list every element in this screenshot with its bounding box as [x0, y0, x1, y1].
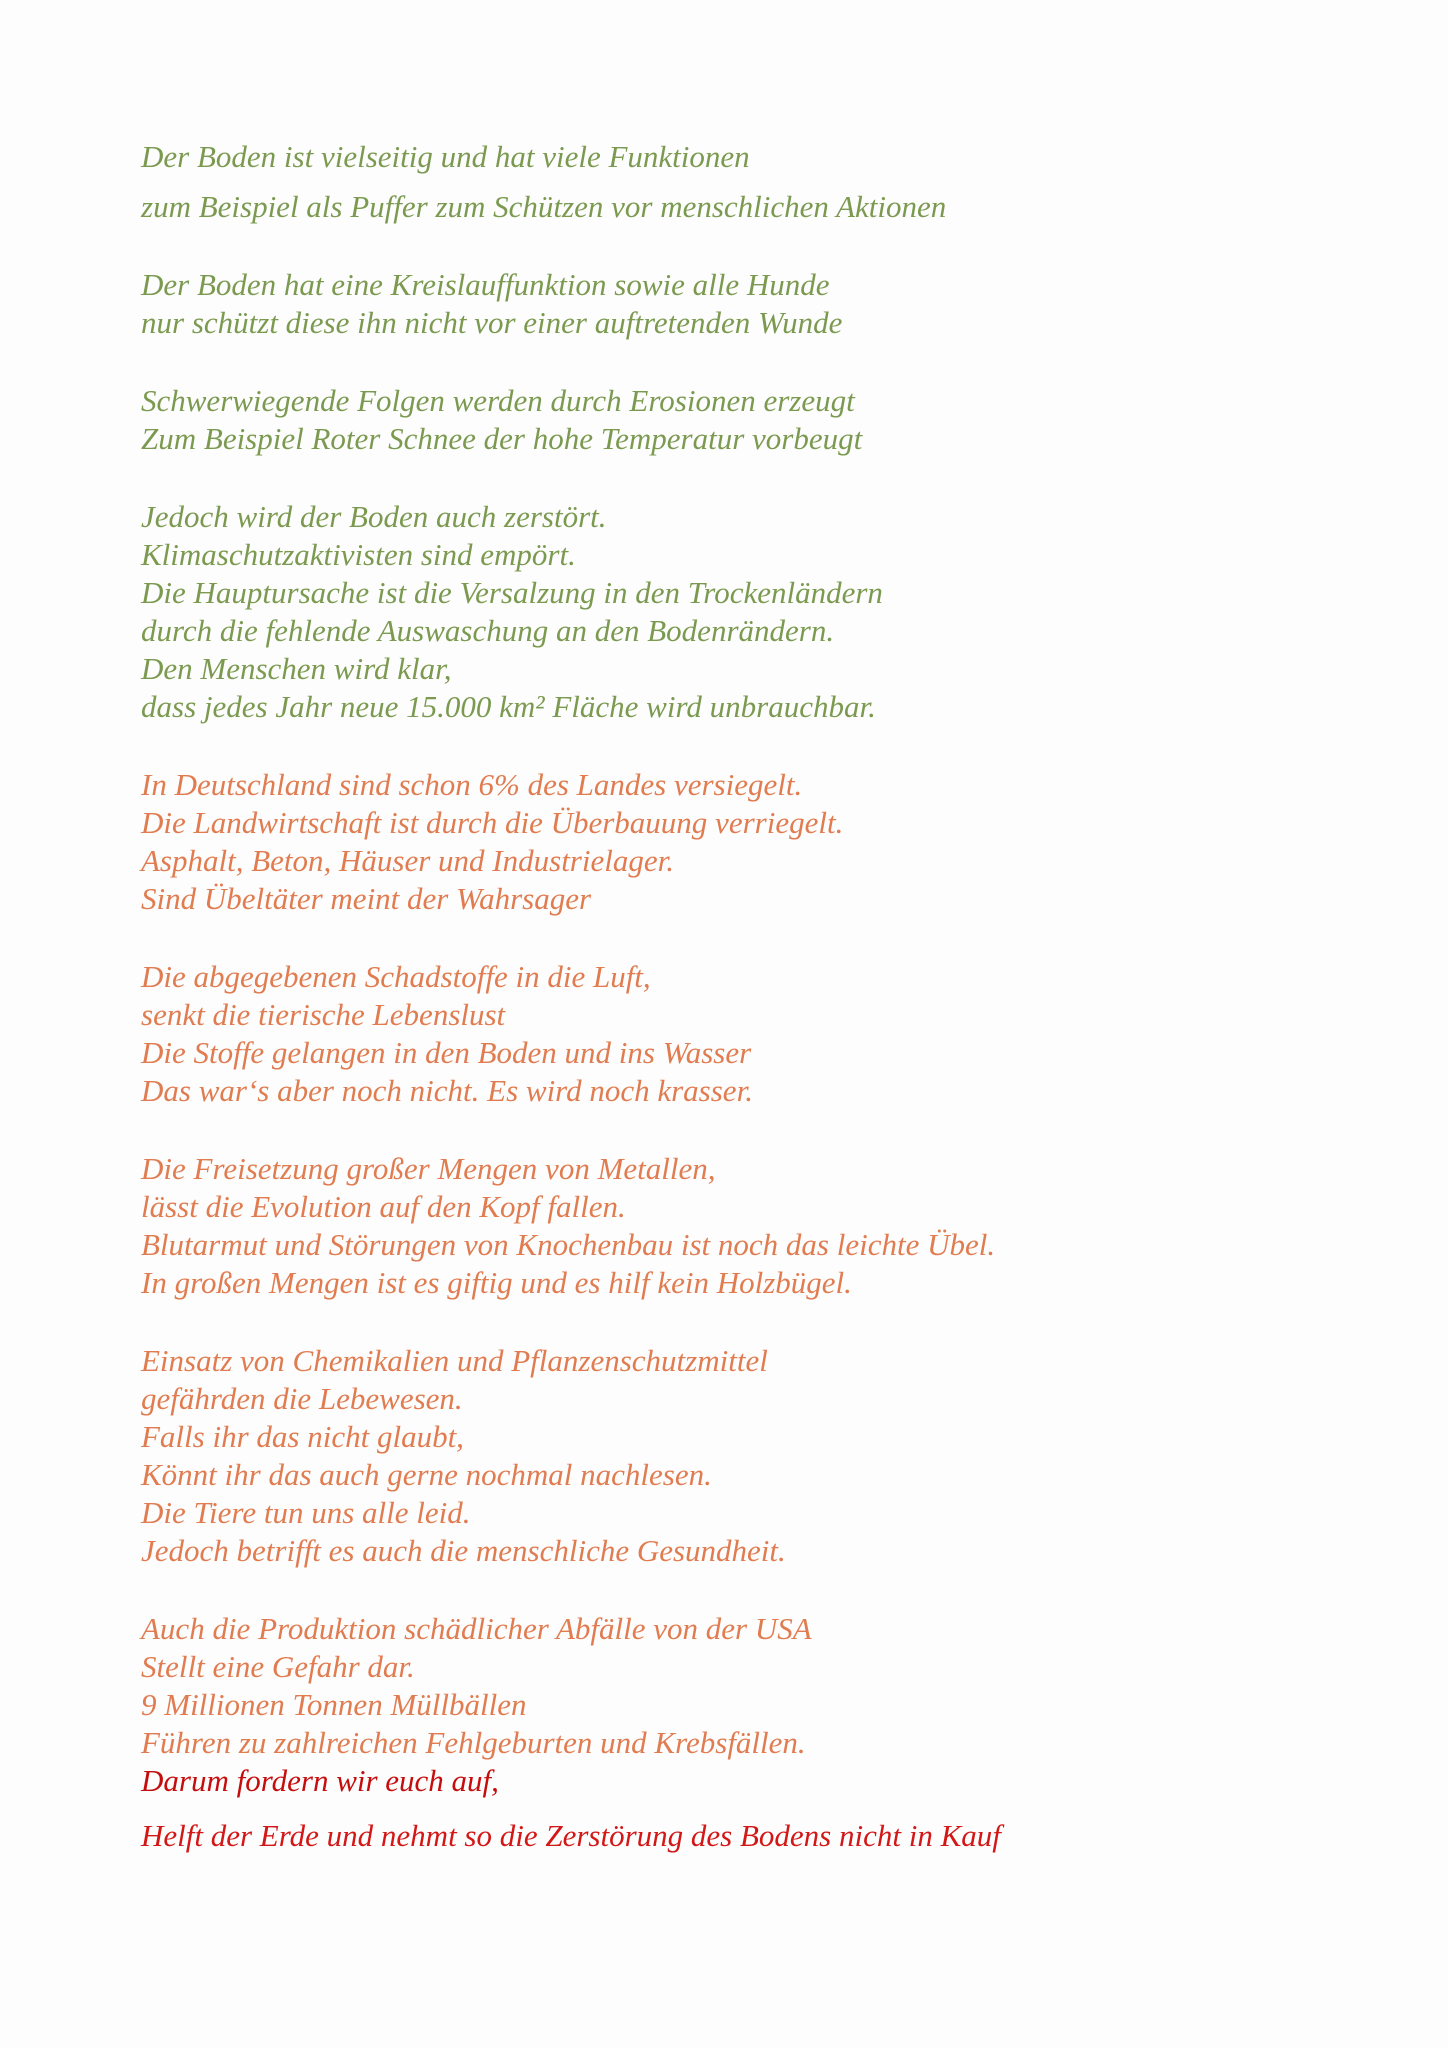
stanza [141, 1342, 1341, 1570]
poem-line: Die abgegebenen Schadstoffe in die Luft, [141, 959, 651, 994]
poem-line: Blutarmut und Störungen von Knochenbau ist noch das leichte Übel. [141, 1227, 996, 1262]
poem-line: Die Hauptursache ist die Versalzung in den Trockenländern [141, 575, 883, 610]
poem-line: Auch die Produktion schädlicher Abfälle von der USA [141, 1611, 812, 1646]
poem-line: lässt die Evolution auf den Kopf fallen. [141, 1189, 626, 1224]
poem-line: Zum Beispiel Roter Schnee der hohe Temperatur vorbeugt [141, 421, 863, 456]
poem-line: Die Freisetzung großer Mengen von Metallen, [141, 1151, 716, 1186]
stanza [141, 1610, 1341, 1800]
stanza [141, 958, 1341, 1110]
stanza [141, 266, 1341, 342]
stanza [141, 498, 1341, 726]
poem-line: senkt die tierische Lebenslust [141, 997, 506, 1032]
poem-line: Klimaschutzaktivisten sind empört. [141, 537, 576, 572]
poem-line: Schwerwiegende Folgen werden durch Erosionen erzeugt [141, 383, 855, 418]
poem-line: Asphalt, Beton, Häuser und Industrielager. [141, 843, 674, 878]
poem-line: Darum fordern wir euch auf, [141, 1763, 499, 1798]
poem-line: Die Stoffe gelangen in den Boden und ins Wasser [141, 1035, 752, 1070]
poem-line: 9 Millionen Tonnen Müllbällen [141, 1687, 527, 1722]
poem-line: Helft der Erde und nehmt so die Zerstörung des Bodens nicht in Kauf [141, 1818, 1001, 1853]
poem-line: Den Menschen wird klar, [141, 651, 452, 686]
stanza [141, 766, 1341, 918]
poem-line: gefährden die Lebewesen. [141, 1381, 463, 1416]
poem [141, 138, 1341, 1855]
poem-line: Einsatz von Chemikalien und Pflanzenschutzmittel [141, 1343, 768, 1378]
poem-line: Jedoch wird der Boden auch zerstört. [141, 499, 607, 534]
poem-line: dass jedes Jahr neue 15.000 km² Fläche wird unbrauchbar. [141, 689, 876, 724]
poem-line: Die Tiere tun uns alle leid. [141, 1495, 471, 1530]
stanza [141, 1817, 1341, 1855]
stanza [141, 1150, 1341, 1302]
poem-line: Stellt eine Gefahr dar. [141, 1649, 415, 1684]
poem-line: durch die fehlende Auswaschung an den Bodenrändern. [141, 613, 835, 648]
poem-line: Der Boden ist vielseitig und hat viele Funktionen [141, 139, 750, 174]
poem-line: zum Beispiel als Puffer zum Schützen vor menschlichen Aktionen [141, 189, 947, 224]
poem-line: Der Boden hat eine Kreislauffunktion sowie alle Hunde [141, 267, 830, 302]
poem-line: Sind Übeltäter meint der Wahrsager [141, 881, 592, 916]
poem-line: Könnt ihr das auch gerne nochmal nachlesen. [141, 1457, 712, 1492]
poem-line: Jedoch betrifft es auch die menschliche Gesundheit. [141, 1533, 786, 1568]
stanza [141, 382, 1341, 458]
poem-line: nur schützt diese ihn nicht vor einer auftretenden Wunde [141, 305, 843, 340]
poem-line: Falls ihr das nicht glaubt, [141, 1419, 464, 1454]
stanza [141, 138, 1341, 226]
poem-line: Die Landwirtschaft ist durch die Überbauung verriegelt. [141, 805, 844, 840]
poem-line: In Deutschland sind schon 6% des Landes versiegelt. [141, 767, 803, 802]
poem-line: In großen Mengen ist es giftig und es hilf kein Holzbügel. [141, 1265, 852, 1300]
poem-line: Das war‘s aber noch nicht. Es wird noch krasser. [141, 1073, 753, 1108]
poem-line: Führen zu zahlreichen Fehlgeburten und Krebsfällen. [141, 1725, 806, 1760]
